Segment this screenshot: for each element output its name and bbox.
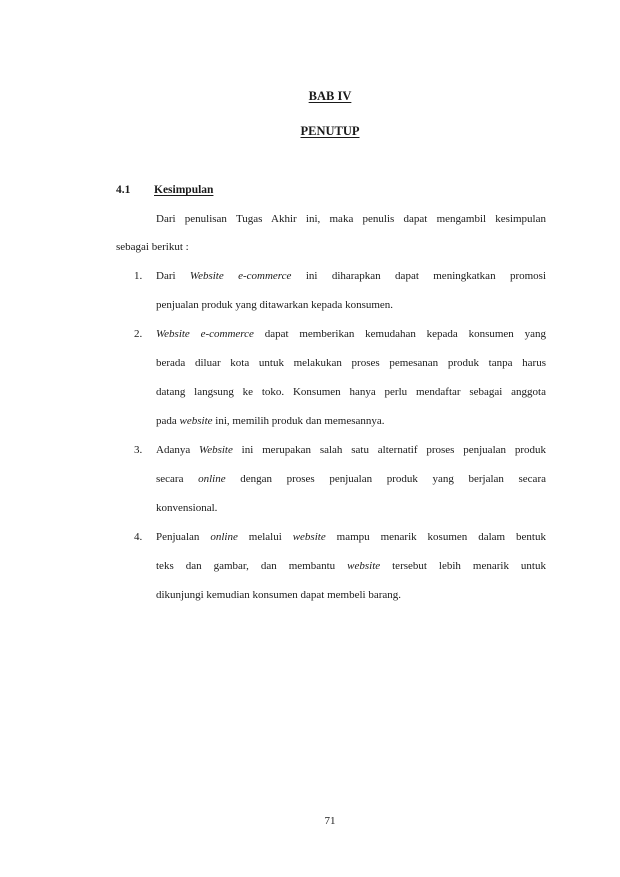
list-item-line: Penjualan online melalui website mampu menarik kosumen dalam bentuk bbox=[156, 531, 546, 543]
list-item-line: konvensional. bbox=[156, 502, 218, 514]
list-item-number: 3. bbox=[134, 444, 143, 456]
list-item-line: secara online dengan proses penjualan produk yang berjalan secara bbox=[156, 473, 546, 485]
list-item-number: 1. bbox=[134, 270, 143, 282]
chapter-title: PENUTUP bbox=[300, 124, 360, 138]
intro-paragraph-line-1: Dari penulisan Tugas Akhir ini, maka penulis dapat mengambil kesimpulan bbox=[156, 213, 546, 225]
list-item-number: 2. bbox=[134, 328, 143, 340]
intro-paragraph-line-2: sebagai berikut : bbox=[116, 241, 189, 253]
list-item-line: pada website ini, memilih produk dan memesannya. bbox=[156, 415, 385, 427]
chapter-heading: BAB IV bbox=[308, 89, 352, 103]
list-item-line: Website e-commerce dapat memberikan kemudahan kepada konsumen yang bbox=[156, 328, 546, 340]
page-number: 71 bbox=[324, 815, 336, 827]
section-number: 4.1 bbox=[116, 184, 131, 196]
list-item-line: Adanya Website ini merupakan salah satu alternatif proses penjualan produk bbox=[156, 444, 546, 456]
list-item-number: 4. bbox=[134, 531, 143, 543]
list-item-line: berada diluar kota untuk melakukan proses pemesanan produk tanpa harus bbox=[156, 357, 546, 369]
section-title: Kesimpulan bbox=[154, 184, 214, 196]
list-item-line: datang langsung ke toko. Konsumen hanya perlu mendaftar sebagai anggota bbox=[156, 386, 546, 398]
list-item-line: dikunjungi kemudian konsumen dapat membeli barang. bbox=[156, 589, 402, 601]
list-item-line: teks dan gambar, dan membantu website tersebut lebih menarik untuk bbox=[156, 560, 546, 572]
list-item-line: penjualan produk yang ditawarkan kepada konsumen. bbox=[156, 299, 394, 311]
section-heading bbox=[116, 184, 213, 196]
list-item-line: Dari Website e-commerce ini diharapkan dapat meningkatkan promosi bbox=[156, 270, 546, 282]
